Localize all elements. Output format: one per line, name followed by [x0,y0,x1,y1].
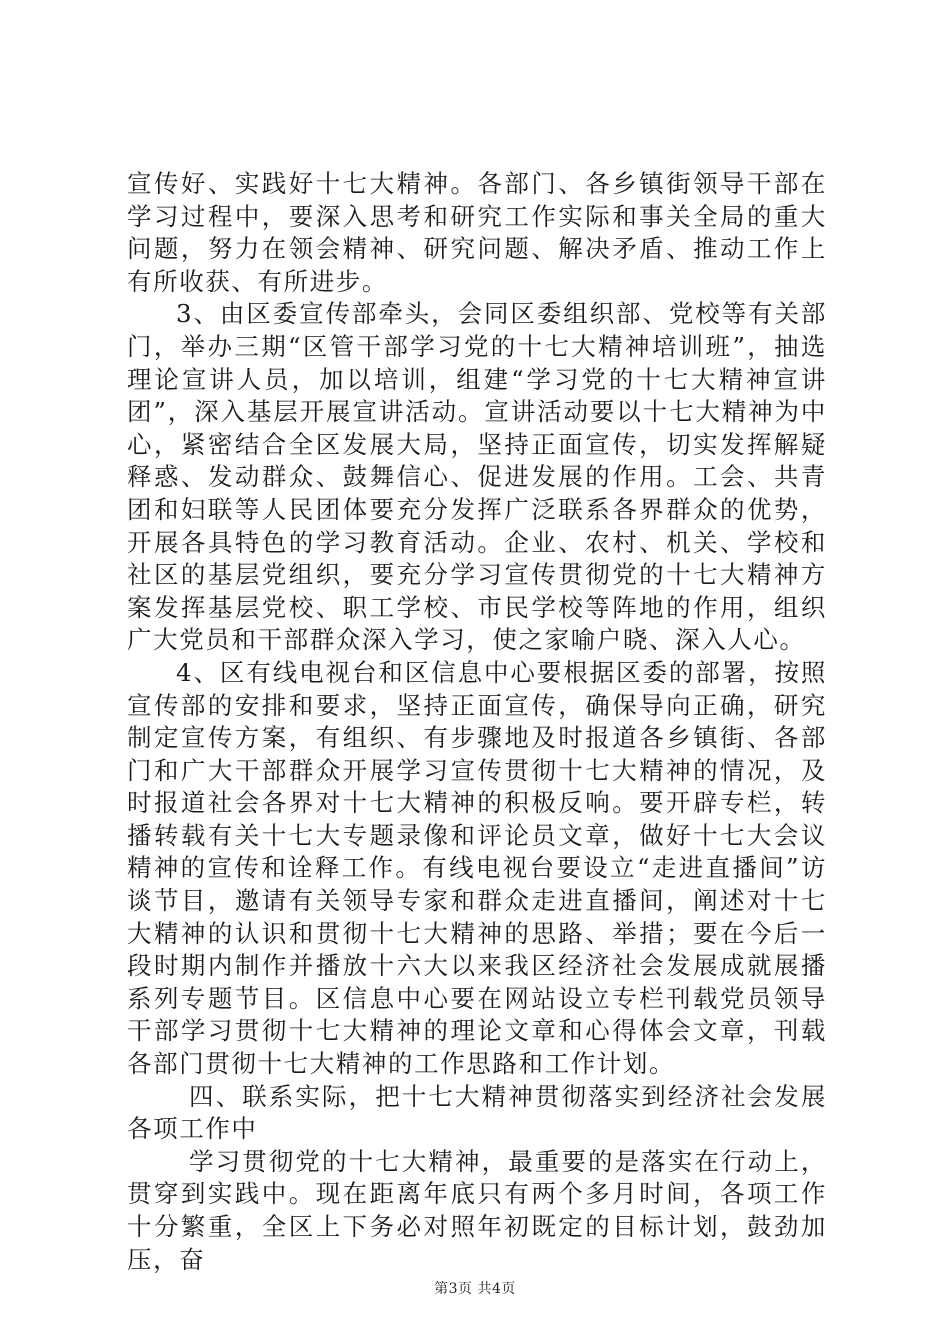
document-body [127,168,827,1276]
page-footer [0,1278,950,1298]
paragraph-continuation: 宣传好、实践好十七大精神。各部门、各乡镇街领导干部在学习过程中，要深入思考和研究工作实际和事关全局的重大问题，努力在领会精神、研究问题、解决矛盾、推动工作上有所收获、有所进步。 [127,169,827,296]
paragraph-item-4: 4、区有线电视台和区信息中心要根据区委的部署，按照宣传部的安排和要求，坚持正面宣传，确保导向正确，研究制定宣传方案，有组织、有步骤地及时报道各乡镇街、各部门和广大干部群众开展学习宣传贯彻十七大精神的情况，及时报道社会各界对十七大精神的积极反响。要开辟专栏，转播转载有关十七大专题录像和评论员文章，做好十七大会议精神的宣传和诠释工作。有线电视台要设立“走进直播间”访谈节目，邀请有关领导专家和群众走进直播间，阐述对十七大精神的认识和贯彻十七大精神的思路、举措；要在今后一段时期内制作并播放十六大以来我区经济社会发展成就展播系列专题节目。区信息中心要在网站设立专栏刊载党员领导干部学习贯彻十七大精神的理论文章和心得体会文章，刊载各部门贯彻十七大精神的工作思路和工作计划。 [127,657,827,1079]
paragraph-item-3: 3、由区委宣传部牵头，会同区委组织部、党校等有关部门，举办三期“区管干部学习党的十七大精神培训班”，抽选理论宣讲人员，加以培训，组建“学习党的十七大精神宣讲团”，深入基层开展宣讲活动。宣讲活动要以十七大精神为中心，紧密结合全区发展大局，坚持正面宣传，切实发挥解疑释惑、发动群众、鼓舞信心、促进发展的作用。工会、共青团和妇联等人民团体要充分发挥广泛联系各界群众的优势，开展各具特色的学习教育活动。企业、农村、机关、学校和社区的基层党组织，要充分学习宣传贯彻党的十七大精神方案发挥基层党校、职工学校、市民学校等阵地的作用，组织广大党员和干部群众深入学习，使之家喻户晓、深入人心。 [127,299,827,655]
section-heading: 四、联系实际，把十七大精神贯彻落实到经济社会发展各项工作中 [127,1081,827,1144]
paragraph-section-intro: 学习贯彻党的十七大精神，最重要的是落实在行动上，贯穿到实践中。现在距离年底只有两个多月时间，各项工作十分繁重，全区上下务必对照年初既定的目标计划，鼓劲加压，奋 [127,1146,827,1274]
page-number: 第3页 共4页 [434,1281,516,1297]
